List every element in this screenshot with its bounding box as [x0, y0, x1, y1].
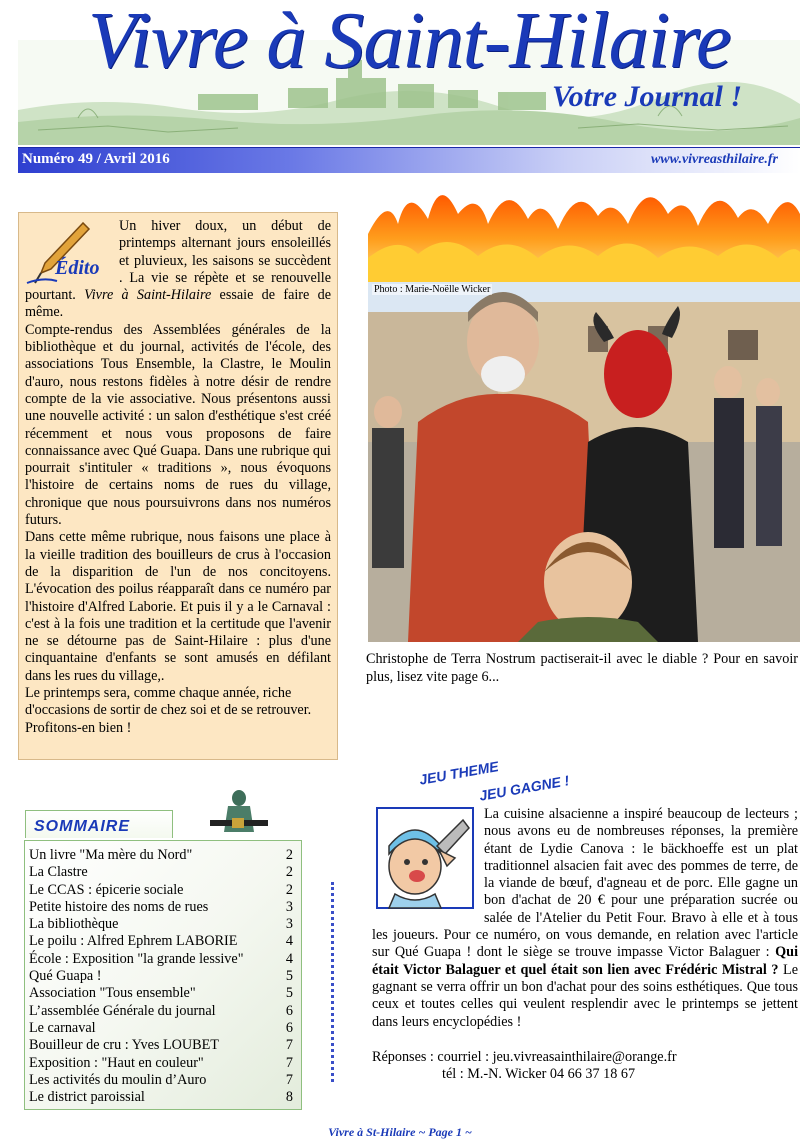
toc-item[interactable]: Le poilu : Alfred Ephrem LABORIE 4 [29, 933, 293, 950]
newsletter-subtitle: Votre Journal ! [552, 80, 743, 113]
toc-item[interactable]: L’assemblée Générale du journal 6 [29, 1002, 293, 1019]
edito-paragraph: Un hiver doux, un début de printemps alternant jours ensoleillés et pluvieux, les saisons se succèdent . La vie se répète et se renouvelle pourtant. Vivre à Saint-Hilaire essaie de faire de même. [25, 218, 331, 321]
toc-item[interactable]: Petite histoire des noms de rues 3 [29, 898, 293, 915]
jeu-question: Qui était Victor Balaguer et quel était son lien avec Frédéric Mistral ? [372, 944, 799, 978]
toc-item[interactable]: Bouilleur de cru : Yves LOUBET 7 [29, 1037, 293, 1054]
newsletter-title: Vivre à Saint-Hilaire [88, 0, 731, 85]
photo-credit: Photo : Marie-Noëlle Wicker [374, 284, 491, 295]
jeu-heading-line1: JEU THEME [418, 758, 500, 788]
jeu-responses [372, 1049, 677, 1084]
edito-paragraph: Dans cette même rubrique, nous faisons une place à la vieille tradition des bouilleurs de crus à l'occasion de la disparition de l'un de nos concitoyens. L'évocation des poilus réapparaît dans ce numéro par l'histoire d'Alfred Laborie. Et puis il y a le Carnaval : c'est à la fois une tradition et la certitude que l'avenir ne se détourne pas de Saint-Hilaire : plus d'une cinquantaine d'enfants se sont amusés en défilant dans les rues du village,. [25, 529, 331, 684]
jeu-email[interactable]: Réponses : courriel : jeu.vivreasainthilaire@orange.fr [372, 1049, 677, 1065]
toc-item[interactable]: Les activités du moulin d’Auro 7 [29, 1071, 293, 1088]
toc-item[interactable]: Le district paroissial 8 [29, 1089, 293, 1106]
jeu-article: La cuisine alsacienne a inspiré beaucoup de lecteurs ; nous avons eu de nombreuses réponses, la première étant de Lydie Canova : le bäckhoeffe est un plat traditionnel alsacien fait avec des pommes de terre, de la viande de bœuf, d'agneau et de porc. Elle gagne un bon d'achat de 20 € pour une préparation sucrée ou salée de l'Atelier du Petit Four. Bravo à elle et à tous les joueurs. Pour ce numéro, on vous demande, en relation avec l'article sur Qué Guapa ! dont le siège se trouve impasse Victor Balaguer : Qui était Victor Balaguer et quel était son lien avec Frédéric Mistral ? Le gagnant se verra offrir un bon d'achat pour des soins esthétiques. Que tous ceux et toutes celles qui veulent resplendir avec le printemps se jettent dans leurs encyclopédies ! [372, 806, 799, 1030]
flames-image [368, 174, 800, 282]
toc-item[interactable]: Qué Guapa ! 5 [29, 968, 293, 985]
jeu-phone: tél : M.-N. Wicker 04 66 37 18 67 [442, 1066, 636, 1083]
sommaire-title: SOMMAIRE [34, 818, 130, 835]
issue-bar [18, 147, 800, 173]
toc-item[interactable]: Un livre "Ma mère du Nord" 2 [29, 847, 293, 863]
toc-item[interactable]: La bibliothèque 3 [29, 916, 293, 933]
dotted-divider [331, 882, 334, 1082]
toc-item[interactable]: Le CCAS : épicerie sociale 2 [29, 881, 293, 898]
toc-item[interactable]: Association "Tous ensemble" 5 [29, 985, 293, 1002]
carnival-photo [368, 282, 800, 642]
monk-figure-icon [208, 788, 270, 840]
edito-heading: Édito [55, 257, 100, 279]
sommaire-heading-tab [25, 810, 173, 838]
photo-caption: Christophe de Terra Nostrum pactiserait-il avec le diable ? Pour en savoir plus, lisez vite page 6... [366, 651, 798, 685]
edito-box [18, 212, 338, 760]
edito-closing: Le printemps sera, comme chaque année, riche d'occasions de sortir de chez soi et de se retrouver. Profitons-en bien ! [25, 685, 312, 736]
toc-item[interactable]: Le carnaval 6 [29, 1019, 293, 1036]
masthead [18, 0, 800, 145]
toc-item[interactable]: La Clastre 2 [29, 864, 293, 881]
toc-item[interactable]: École : Exposition "la grande lessive" 4 [29, 950, 293, 967]
carnival-photo-image [368, 282, 800, 642]
edito-paragraph: Compte-rendus des Assemblées générales de la bibliothèque et du journal, activités de l'école, des associations Tous Ensemble, la Clastre, le Moulin d'auro, nous restons fidèles à notre désir de rendre compte de la vie associative. Nous présentons aussi une nouvelle activité : un salon d'esthétique s'est créé récemment et nous vous proposons de faire connaissance avec Qué Guapa. Dans une rubrique qui pourrait s'intituler « traditions », nous évoquons l'histoire de certains noms de rues du village, chronique que nous poursuivrons dans nos numéros futurs. [25, 321, 331, 529]
website-link[interactable]: www.vivreasthilaire.fr [650, 152, 778, 167]
jeu-heading-line2: JEU GAGNE ! [478, 772, 571, 804]
page-footer: Vivre à St-Hilaire ~ Page 1 ~ [328, 1125, 472, 1139]
cartoon-boy-icon [375, 806, 475, 921]
toc-item[interactable]: Exposition : "Haut en couleur" 7 [29, 1054, 293, 1071]
sommaire-list [24, 840, 302, 1110]
issue-number: Numéro 49 / Avril 2016 [22, 151, 170, 167]
